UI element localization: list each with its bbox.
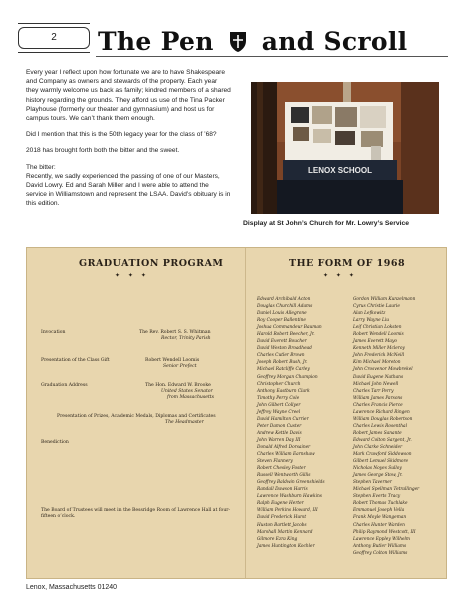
header-rule-bottom [18,52,90,53]
class-member-name: Michael Spellman Tetrallinger [353,487,420,493]
class-member-name: Marshall Martin Kennard [257,529,313,535]
class-member-name: Michael Ratcliffe Carley [257,367,310,373]
class-member-name: Mark Crawford Siddowson [353,452,412,458]
program-item-label: Invocation [41,330,66,335]
photo-caption: Display at St John’s Church for Mr. Lowry’s Service [243,220,410,227]
footer-address: Lenox, Massachusetts 01240 [26,584,118,591]
class-member-name: Geoffrey Colton Williams [353,550,408,556]
program-closing-note: The Board of Trustees will meet in the Bessridge Room of Lawrence Hall at four-fifteen o’clock. [41,508,231,519]
class-member-name: John Frederick McNeill [353,353,405,359]
class-member-name: Anthony Eastburn Clark [257,388,310,394]
class-member-name: Lawrence Washburn Hawkins [257,494,322,500]
class-member-name: Robert Chesley Foster [257,466,306,472]
class-member-name: Steven Flannery [257,459,293,465]
class-member-name: Joshua Commandeur Bauman [257,325,322,331]
class-member-name: William Douglas Robertson [353,416,413,422]
class-member-name: Geoffrey Morgan Champion [257,374,318,380]
class-member-name: Geoffrey Baldwin Greenshields [257,480,325,486]
class-member-name: Edward Colton Sargent, Jr. [353,437,412,443]
paragraph: Every year I reflect upon how fortunate we are to have Shakespeare and Company as owners and stewards of the property. Each year they warmly welcome us back as family; kindred members of a shared history regarding the grounds. They afford us use of the Tina Packer Playhouse (formerly our theater and gymnasium) and host us for campus tours. We can’t thank them enough. [26,69,231,123]
class-member-name: Ralph Eugene Herter [257,501,304,507]
class-member-name: Andrew Kettle Davis [257,430,302,436]
program-item-who: Robert Wendell Loomis [145,358,200,363]
class-member-name: Charles William Earnshaw [257,452,315,458]
class-member-name: James Huntington Kochler [257,543,315,549]
class-member-name: Huston Bartlett Jacobs [257,522,307,528]
class-member-name: John Clarke Schneider [353,444,403,450]
class-member-name: Frank Moyle Wangeman [353,515,407,521]
class-member-name: Charles Tarr Perry [353,388,394,394]
class-member-name: Peter Damon Custer [257,423,302,429]
class-member-name: Randall Dawson Harris [257,487,308,493]
title-right: and Scroll [261,27,408,56]
class-member-name: Philip Raymond Westcott, III [353,529,416,535]
class-member-name: Lawrence Richard Ringen [353,409,410,415]
class-member-name: Russell Wentworth Gillis [257,473,311,479]
class-member-name: Michael John Newell [353,381,399,387]
class-member-name: Nicholas Noyes Sulloy [353,466,402,472]
program-item-person [145,383,214,400]
class-member-name: Charles Hunter Warden [353,522,405,528]
class-member-name: Daniel Louis Allegrone [257,311,307,317]
photo-banner-text: LENOX SCHOOL [307,166,373,175]
newsletter-title [98,25,448,55]
program-item-role [165,420,204,426]
class-names-column-2 [353,296,419,557]
class-member-name: Joseph Robert Bush, Jr. [257,360,308,366]
header-rule-long [96,56,448,57]
program-item-role-line2: from Massachusetts [167,394,214,400]
program-left-stars: ✦ ✦ ✦ [115,272,149,279]
program-right-stars: ✦ ✦ ✦ [323,272,357,279]
class-member-name: Cyrus Christie Laurie [353,304,400,310]
class-member-name: Charles Francis Pierce [353,402,403,408]
title-left: The Pen [98,27,214,56]
class-member-name: Donald Alfred Dorsainer [257,444,311,450]
class-member-name: Emmanuel Joseph Vella [353,508,405,514]
class-member-name: Robert James Sanante [353,430,402,436]
class-member-name: Robert Wendell Loomis [353,332,404,338]
class-member-name: Charles Cutler Brown [257,353,305,359]
class-member-name: Christopher Church [257,381,301,387]
class-member-name: Stephen Taverner [353,480,392,486]
class-member-name: James George Stow, Jr. [353,473,403,479]
program-item-label: Benediction [41,440,69,445]
newsletter-header [0,0,463,64]
class-member-name: David Weston Broadhead [257,346,312,352]
class-member-name: Gilbert Lemuel Skidmore [353,459,409,465]
class-member-name: Kenneth Miller Mcleroy [353,346,405,352]
class-member-name: David Everett Boucher [257,339,307,345]
class-member-name: John Warren Day III [257,437,301,443]
class-member-name: Charles Lewis Rosenthal [353,423,407,429]
class-names-column-1 [257,296,325,550]
class-member-name: Anthony Butler Williams [353,543,407,549]
program-item-role: United States Senator [161,388,213,394]
program-item-role: Rector, Trinity Parish [161,335,211,341]
class-member-name: Gordon William Kunzelmann [353,297,416,302]
class-member-name: Jeffrey Wayne Creel [257,409,301,415]
program-item-person [139,330,211,342]
class-member-name: Larry Wayne Liu [353,318,390,324]
article-body [26,68,231,216]
program-item-person [145,358,199,370]
class-member-name: Edward Archibald Acton [257,297,311,302]
program-item-who: The Hon. Edward W. Brooke [145,383,211,388]
program-item-role: Senior Prefect [163,363,197,369]
class-member-name: James Everett Mayo [353,339,397,345]
memorial-display-photo [251,82,439,214]
paragraph: The bitter: Recently, we sadly experienced the passing of one of our Masters, David Lowry. Ed and Sarah Miller and I were able to attend the service in Williamstown and represent the LSAA. David’s obituary is in this edition. [26,163,231,208]
class-member-name: Harold Robert Beecher, Jr. [257,332,315,338]
class-member-name: David Hamilton Currier [257,416,309,422]
class-member-name: William James Parsons [353,395,403,401]
paragraph: Did I mention that this is the 50th legacy year for the class of ’68? [26,131,217,139]
photo-illustration [251,82,439,214]
class-member-name: Timothy Perry Cole [257,395,300,401]
class-member-name: David Eugene Nathans [353,374,404,380]
class-member-name: John Gilbert Collyer [257,402,301,408]
page-number: 2 [18,27,90,49]
program-right-title: THE FORM OF 1968 [289,258,406,269]
program-item-label: Presentation of the Class Gift [41,358,110,363]
class-member-name: Roy Cooper Ballentine [257,318,306,324]
program-item-label: Presentation of Prizes, Academic Medals, Diplomas and Certificates [57,414,216,419]
class-member-name: Leif Christian Loksten [353,325,402,331]
class-member-name: Gilmore Ezra King [257,536,298,542]
class-member-name: Lawrence Eppley Wilhelm [353,536,410,542]
program-fold-line [245,248,246,578]
class-member-name: Stephen Everts Tracy [353,494,401,500]
program-item-label: Graduation Address [41,383,88,388]
class-member-name: John Crosvenor Mowbrekel [353,367,413,373]
header-rule-top [18,23,90,24]
class-member-name: Robert Thomas Tuchlake [353,501,408,507]
class-member-name: William Perkins Howard, III [257,508,318,514]
class-member-name: Kim Michael Moreton [353,360,401,366]
program-item-role-text: The Headmaster [165,420,204,425]
class-member-name: Alan Lefkowitz [353,311,386,317]
graduation-program-scan [26,247,447,579]
crest-shield-icon [229,31,247,53]
program-left-title: GRADUATION PROGRAM [79,258,224,269]
class-member-name: David Frederick Hurst [257,515,307,521]
paragraph: 2018 has brought forth both the bitter and the sweet. [26,147,180,155]
program-item-who: The Rev. Robert S. S. Whitman [139,330,211,335]
class-member-name: Douglas Churchill Adams [257,304,313,310]
